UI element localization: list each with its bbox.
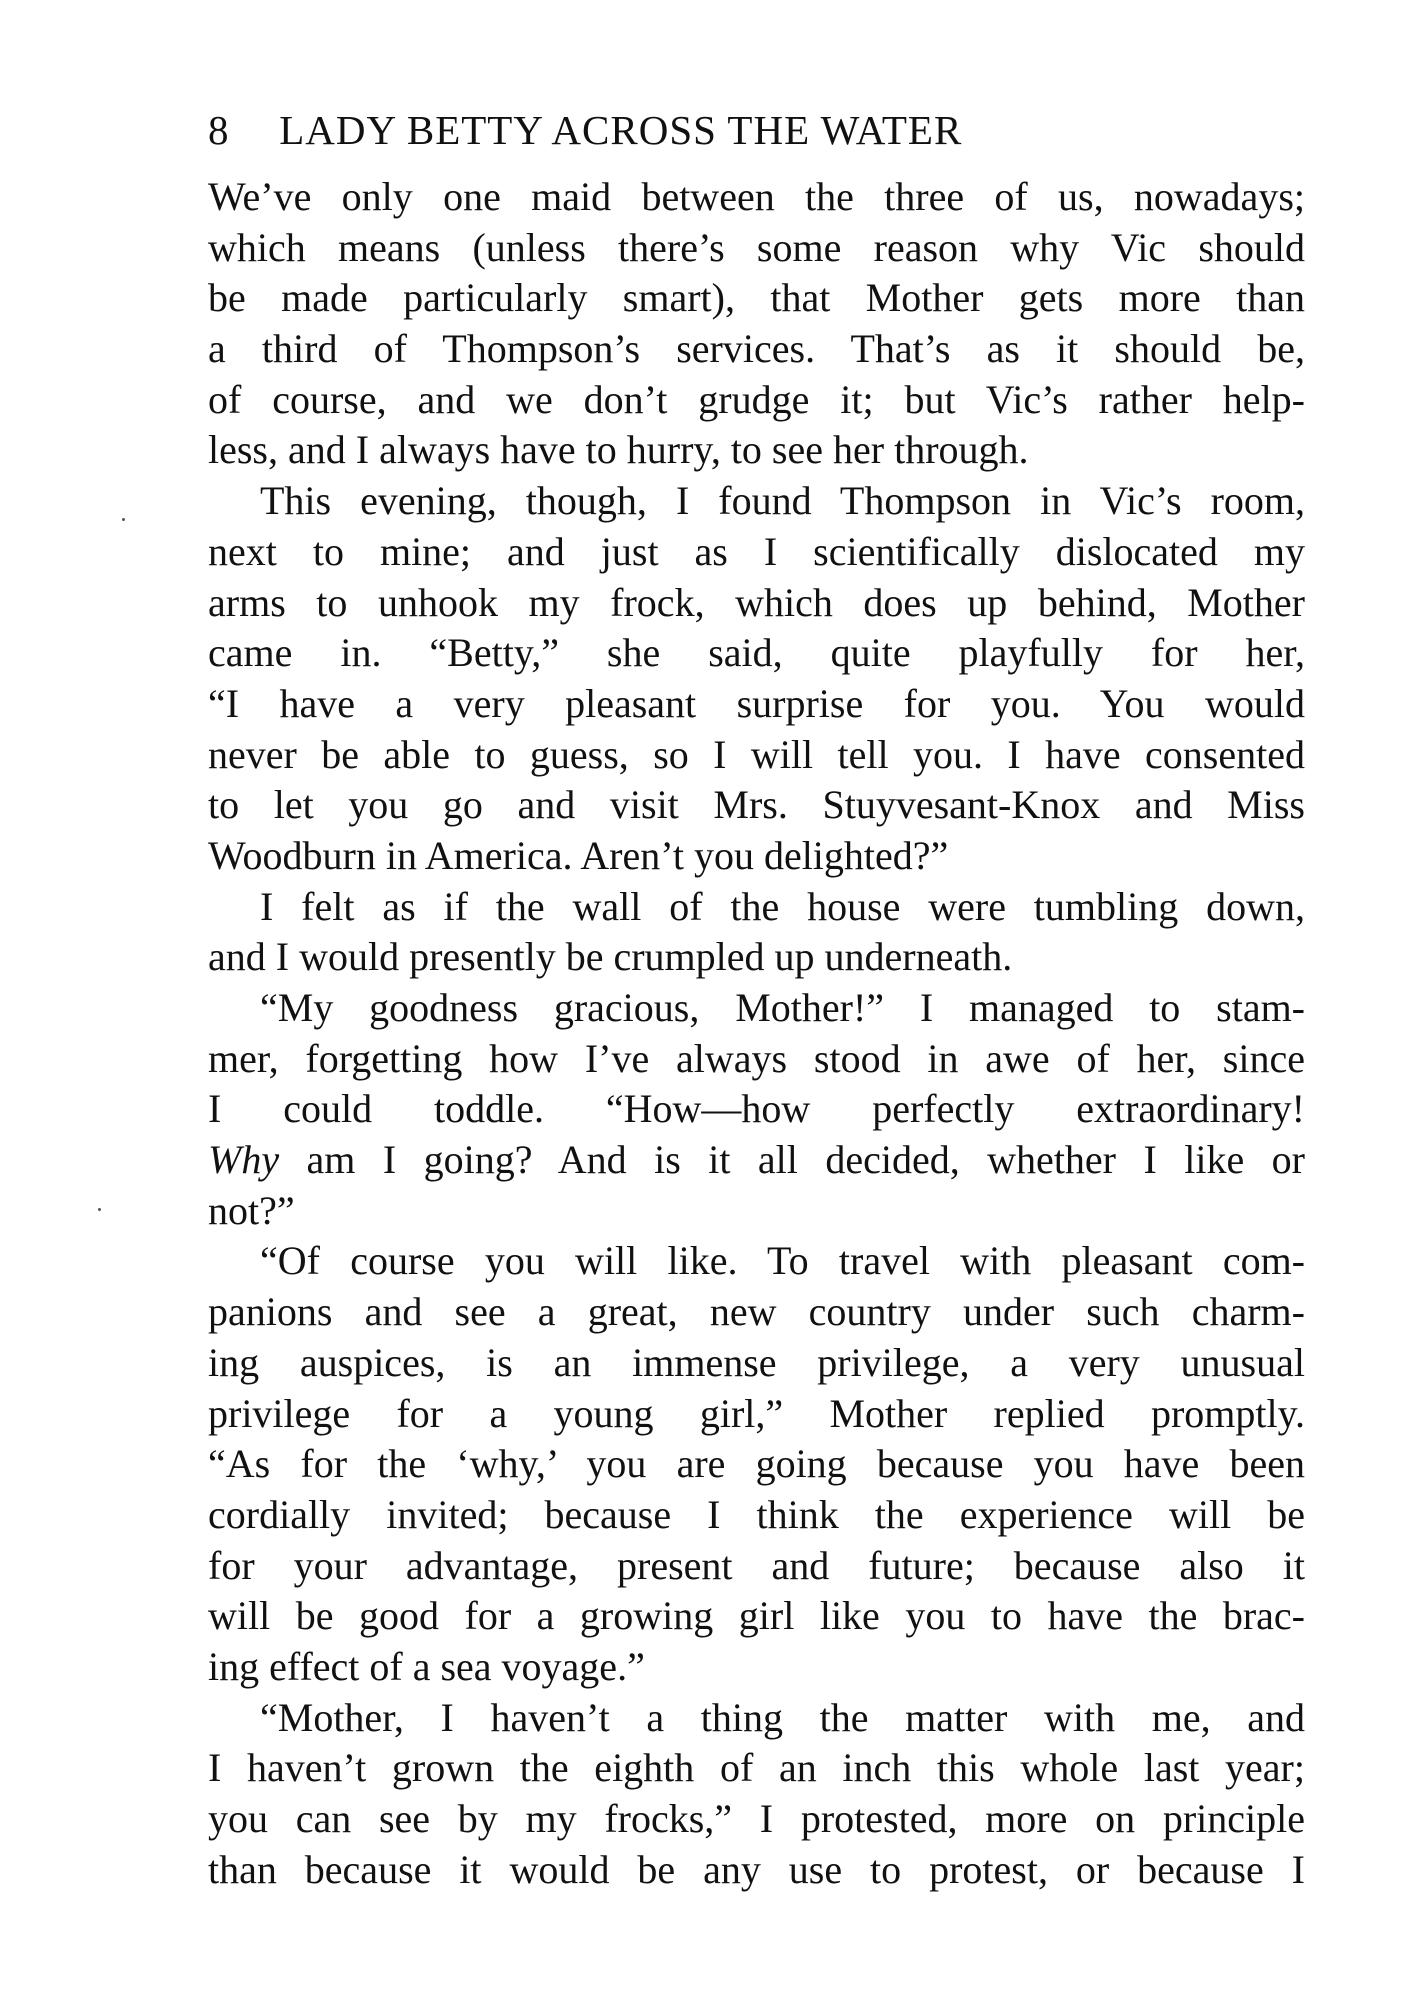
text-line: cordially invited; because I think the experience will be	[208, 1491, 1305, 1537]
text-line: you can see by my frocks,” I protested, more on principle	[208, 1796, 1305, 1841]
text-line: “Mother, I haven’t a thing the matter with me, and	[260, 1694, 1305, 1740]
running-title: LADY BETTY ACROSS THE WATER	[279, 107, 963, 153]
text-line: panions and see a great, new country under such charm-	[208, 1289, 1305, 1335]
text-line: “Of course you will like. To travel with pleasant com-	[260, 1238, 1305, 1284]
text-line: never be able to guess, so I will tell you. I have consented	[208, 731, 1305, 777]
text-line: be made particularly smart), that Mother gets more than	[208, 275, 1305, 321]
text-line: I could toddle. “How—how perfectly extraordinary!	[208, 1086, 1305, 1132]
text-line: to let you go and visit Mrs. Stuyvesant-Knox and Miss	[208, 782, 1305, 828]
text-line: I felt as if the wall of the house were tumbling down,	[260, 883, 1305, 929]
text-line: less, and I always have to hurry, to see her through.	[208, 427, 1029, 473]
text-line: arms to unhook my frock, which does up behind, Mother	[208, 579, 1305, 625]
text-line: next to mine; and just as I scientifically dislocated my	[208, 528, 1305, 574]
text-line: “My goodness gracious, Mother!” I managed to stam-	[260, 985, 1305, 1030]
text-line: will be good for a growing girl like you to have the brac-	[208, 1593, 1305, 1639]
text-line: not?”	[208, 1187, 295, 1233]
text-line: We’ve only one maid between the three of us, nowadays;	[208, 174, 1305, 219]
text-line: Why am I going? And is it all decided, whether I like or	[208, 1137, 1305, 1183]
text-line: of course, and we don’t grudge it; but Vic’s rather help-	[208, 376, 1305, 422]
text-line: than because it would be any use to protest, or because I	[208, 1846, 1305, 1892]
body-text	[208, 172, 1305, 1895]
page-number: 8	[208, 107, 230, 153]
text-line: and I would presently be crumpled up underneath.	[208, 934, 1013, 980]
text-line: I haven’t grown the eighth of an inch this whole last year;	[208, 1745, 1305, 1791]
text-line: came in. “Betty,” she said, quite playfully for her,	[208, 630, 1305, 676]
text-line: Woodburn in America. Aren’t you delighted?”	[208, 832, 949, 878]
text-line: ing effect of a sea voyage.”	[208, 1643, 645, 1689]
text-line: for your advantage, present and future; because also it	[208, 1542, 1305, 1588]
text-line: mer, forgetting how I’ve always stood in awe of her, since	[208, 1035, 1305, 1081]
text-line: “I have a very pleasant surprise for you. You would	[208, 680, 1305, 726]
paper-speck	[98, 1208, 101, 1211]
text-line: a third of Thompson’s services. That’s as it should be,	[208, 326, 1305, 372]
text-line: ing auspices, is an immense privilege, a very unusual	[208, 1339, 1305, 1385]
text-line: privilege for a young girl,” Mother replied promptly.	[208, 1390, 1305, 1436]
running-header	[208, 104, 1212, 156]
text-line: “As for the ‘why,’ you are going because you have been	[208, 1441, 1305, 1487]
text-line: which means (unless there’s some reason why Vic should	[208, 224, 1305, 270]
text-line: This evening, though, I found Thompson in Vic’s room,	[260, 478, 1305, 524]
paper-speck	[122, 518, 125, 521]
